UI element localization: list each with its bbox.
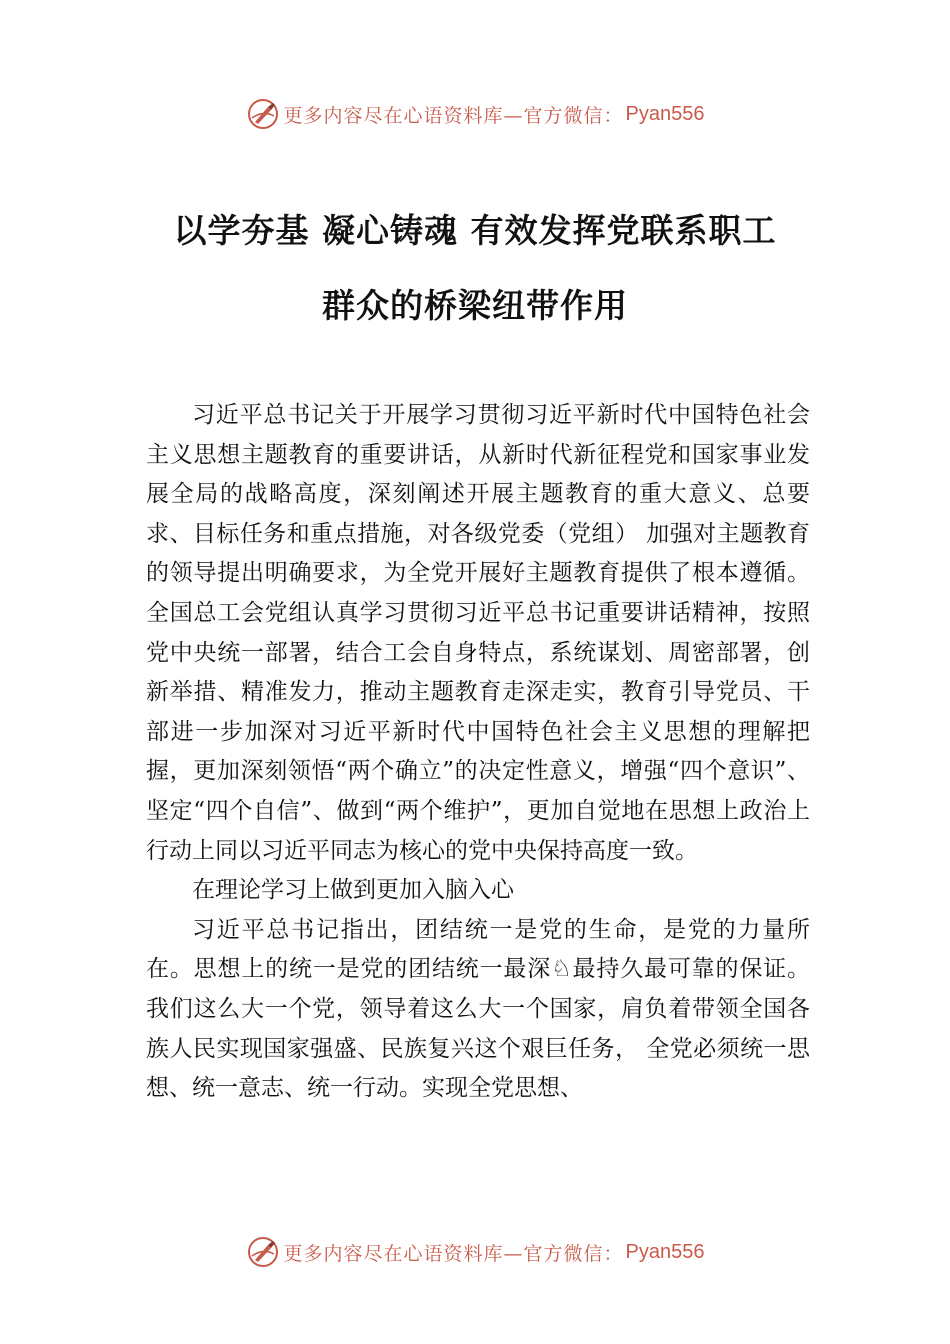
banner-text: 更多内容尽在心语资料库—官方微信： [283, 1242, 624, 1265]
banner-wechat-id: Pyan556 [625, 102, 705, 125]
pen-logo-icon [246, 97, 280, 131]
footer-banner [0, 1232, 950, 1272]
document-body [146, 396, 810, 1109]
header-banner [0, 94, 950, 134]
document-title-line-2: 群众的桥梁纽带作用 [322, 286, 628, 325]
paragraph-1: 习近平总书记关于开展学习贯彻习近平新时代中国特色社会主义思想主题教育的重要讲话，从新时代新征程党和国家事业发展全局的战略高度，深刻阐述开展主题教育的重大意义、总要求、目标任务和重点措施，对各级党委（党组） 加强对主题教育的领导提出明确要求，为全党开展好主题教育提供了根本遵循。全国总工会党组认真学习贯彻习近平总书记重要讲话精神，按照党中央统一部署，结合工会自身特点，系统谋划、周密部署，创新举措、精准发力，推动主题教育走深走实，教育引导党员、干部进一步加深对习近平新时代中国特色社会主义思想的理解把握，更加深刻领悟“两个确立”的决定性意义，增强“四个意识”、坚定“四个自信”、做到“两个维护”，更加自觉地在思想上政治上行动上同以习近平同志为核心的党中央保持高度一致。 [146, 402, 810, 864]
banner-wechat-id: Pyan556 [625, 1240, 705, 1263]
section-heading: 在理论学习上做到更加入脑入心 [192, 877, 514, 904]
paragraph-2: 习近平总书记指出，团结统一是党的生命，是党的力量所在。思想上的统一是党的团结统一最深♘最持久最可靠的保证。我们这么大一个党，领导着这么大一个国家，肩负着带领全国各族人民实现国家强盛、民族复兴这个艰巨任务， 全党必须统一思想、统一意志、统一行动。实现全党思想、 [146, 916, 810, 1102]
banner-text: 更多内容尽在心语资料库—官方微信： [283, 104, 624, 127]
pen-logo-icon [246, 1235, 280, 1269]
document-title-line-1: 以学夯基 凝心铸魂 有效发挥党联系职工 [173, 211, 777, 250]
